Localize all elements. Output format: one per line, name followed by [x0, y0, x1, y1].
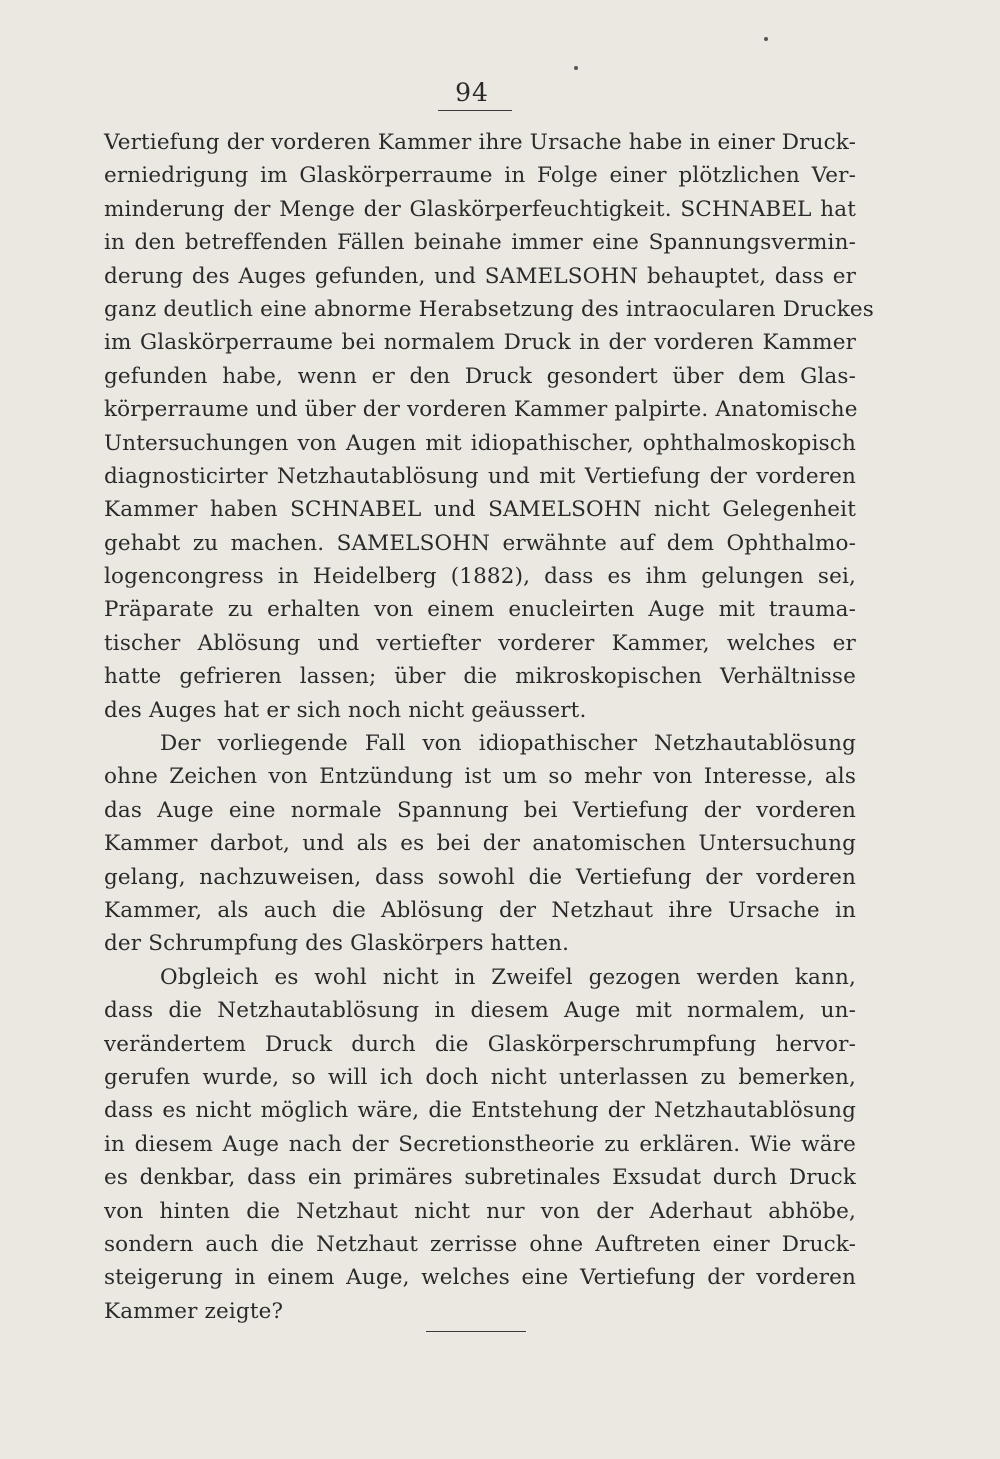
text-line: dass die Netzhautablösung in diesem Auge mit normalem, un- [104, 998, 856, 1024]
text-line: das Auge eine normale Spannung bei Vertiefung der vorderen [104, 797, 856, 823]
text-line: erniedrigung im Glaskörperraume in Folge einer plötzlichen Ver- [104, 163, 856, 189]
text-line: Kammer zeigte? [104, 1298, 284, 1324]
paragraph [104, 961, 856, 1328]
text-line: der Schrumpfung des Glaskörpers hatten. [104, 931, 570, 957]
paragraph [104, 727, 856, 961]
text-line: sondern auch die Netzhaut zerrisse ohne Auftreten einer Druck- [104, 1231, 856, 1257]
text-line: tischer Ablösung und vertiefter vorderer Kammer, welches er [104, 630, 856, 656]
text-line: dass es nicht möglich wäre, die Entstehung der Netzhautablösung [104, 1098, 856, 1124]
print-speck [574, 66, 578, 70]
text-line: diagnosticirter Netzhautablösung und mit Vertiefung der vorderen [104, 463, 856, 489]
text-line: steigerung in einem Auge, welches eine Vertiefung der vorderen [104, 1265, 856, 1291]
text-line: derung des Auges gefunden, und SAMELSOHN behauptet, dass er [104, 263, 856, 289]
print-speck [764, 37, 768, 41]
text-line: hatte gefrieren lassen; über die mikroskopischen Verhältnisse [104, 664, 856, 690]
text-line: Der vorliegende Fall von idiopathischer Netzhautablösung [160, 731, 856, 757]
text-line: logencongress in Heidelberg (1882), dass es ihm gelungen sei, [104, 564, 856, 590]
text-line: des Auges hat er sich noch nicht geäussert. [104, 697, 587, 723]
text-line: verändertem Druck durch die Glaskörperschrumpfung hervor- [104, 1031, 856, 1057]
text-line: im Glaskörperraume bei normalem Druck in der vorderen Kammer [104, 330, 856, 356]
text-line: Kammer darbot, und als es bei der anatomischen Untersuchung [104, 831, 856, 857]
text-line: Vertiefung der vorderen Kammer ihre Ursache habe in einer Druck- [104, 130, 856, 155]
text-line: Kammer haben SCHNABEL und SAMELSOHN nicht Gelegenheit [104, 497, 856, 523]
end-rule [426, 1331, 526, 1332]
text-line: in diesem Auge nach der Secretionstheorie zu erklären. Wie wäre [104, 1131, 856, 1157]
paragraph [104, 126, 874, 727]
text-line: Präparate zu erhalten von einem enucleirten Auge mit trauma- [104, 597, 856, 623]
text-line: gefunden habe, wenn er den Druck gesondert über dem Glas- [104, 363, 856, 389]
text-line: es denkbar, dass ein primäres subretinales Exsudat durch Druck [104, 1165, 856, 1191]
text-line: gerufen wurde, so will ich doch nicht unterlassen zu bemerken, [104, 1064, 856, 1090]
text-line: in den betreffenden Fällen beinahe immer eine Spannungsvermin- [104, 230, 856, 256]
text-line: körperraume und über der vorderen Kammer palpirte. Anatomische [104, 397, 858, 423]
page-number-rule [438, 110, 512, 111]
text-line: ganz deutlich eine abnorme Herabsetzung des intraocularen Druckes [104, 296, 874, 322]
text-line: minderung der Menge der Glaskörperfeuchtigkeit. SCHNABEL hat [104, 196, 856, 222]
page-number: 94 [455, 78, 489, 107]
text-line: ohne Zeichen von Entzündung ist um so mehr von Interesse, als [104, 764, 856, 790]
text-line: gelang, nachzuweisen, dass sowohl die Vertiefung der vorderen [104, 864, 856, 890]
text-line: Obgleich es wohl nicht in Zweifel gezogen werden kann, [160, 964, 856, 990]
text-line: Untersuchungen von Augen mit idiopathischer, ophthalmoskopisch [104, 430, 856, 456]
text-line: Kammer, als auch die Ablösung der Netzhaut ihre Ursache in [104, 897, 856, 923]
body-text [104, 126, 874, 1328]
text-line: gehabt zu machen. SAMELSOHN erwähnte auf dem Ophthalmo- [104, 530, 856, 556]
text-line: von hinten die Netzhaut nicht nur von der Aderhaut abhöbe, [104, 1198, 856, 1224]
